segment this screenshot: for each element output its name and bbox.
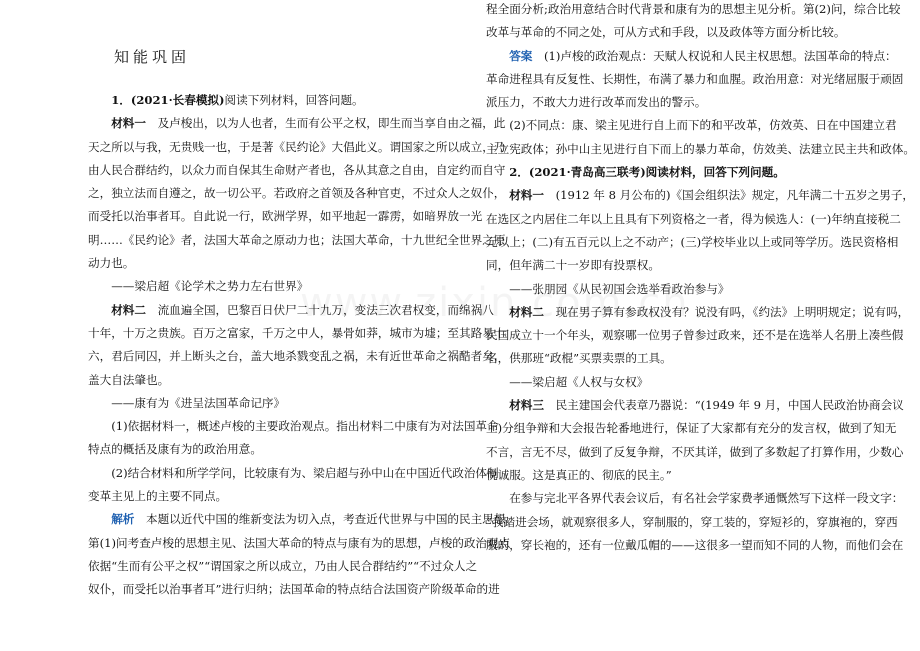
q2-material-1-line: 材料一 (1912 年 8 月公布的)《国会组织法》规定，凡年满二十五岁之男子， <box>509 188 915 203</box>
q2-material-3-line: 在参与完北平各界代表会议后，有名社会学家费孝通慨然写下这样一段文字： <box>509 491 904 506</box>
analysis-line: 程全面分析;政治用意结合时代背景和康有为的思想主见分析。第(2)问，综合比较 <box>486 2 901 16</box>
sub-question-2: 变革主见上的主要不同点。 <box>88 489 228 504</box>
material-1-line: 由人民合群结约，以众力而自保其生命财产者也，各从其意之自由，自定约而自守 <box>88 162 506 177</box>
material-2-line: 六，君后同囚，并上断头之台，盖大地杀戮变乱之祸，未有近世革命之祸酷者矣， <box>88 349 506 364</box>
analysis-line: 依据“生而有公平之权”“谓国家之所以成立，乃由人民合群结约”“不过众人之 <box>88 558 478 573</box>
analysis-line: 第(1)问考查卢梭的思想主见、法国大革命的特点与康有为的思想，卢梭的政治观点 <box>88 535 511 550</box>
material-2-line: 材料二 流血遍全国，巴黎百日伏尸二十九万，变法三次君权变，而绵祸八 <box>111 302 494 317</box>
answer-line: 主立宪政体；孙中山主见进行自下而上的暴力革命，仿效美、法建立民主共和政体。 <box>486 141 915 156</box>
answer-line: (2)不同点：康、梁主见进行自上而下的和平改革，仿效英、日在中国建立君 <box>509 118 897 133</box>
q2-material-2-line: 材料二 现在男子算有参政权没有？说没有吗，《约法》上明明规定；说有吗， <box>509 304 910 319</box>
sub-question-1: (1)依据材料一，概述卢梭的主要政治观点。指出材料二中康有为对法国革命 <box>111 419 499 434</box>
q2-material-3-line: 悦诚服。这是真正的、彻底的民主。” <box>486 467 672 482</box>
answer-line: 派压力，不敢大力进行改革而发出的警示。 <box>486 95 707 110</box>
question-1-header: 1．(2021·长春模拟)阅读下列材料，回答问题。 <box>111 93 364 107</box>
q2-material-2-line: 民国成立十一个年头，观察哪一位男子曾参过政来，还不是在选举人名册上凑些假 <box>486 328 904 343</box>
q2-material-3-line: 上)分组争辩和大会报告轮番地进行，保证了大家都有充分的发言权，做到了知无 <box>486 421 897 436</box>
analysis-line: 改革与革命的不同之处，可从方式和手段，以及政体等方面分析比较。 <box>486 25 846 40</box>
material-2-source: ——康有为《进呈法国革命记序》 <box>111 395 286 410</box>
q2-material-2-line: 名，供那班“政棍”买票卖票的工具。 <box>486 351 672 366</box>
analysis-line: 奴仆，而受托以治事者耳”进行归纳；法国革命的特点结合法国资产阶级革命的进 <box>88 582 500 597</box>
analysis-line: 解析 本题以近代中国的维新变法为切入点，考查近代世界与中国的民主思想。 <box>111 512 517 527</box>
q2-material-3-line: 不言，言无不尽，做到了反复争辩，不厌其详，做到了多数起了打算作用，少数心 <box>486 444 904 459</box>
material-1-source: ——梁启超《论学术之势力左右世界》 <box>111 279 309 294</box>
material-2-line: 盖大自法肇也。 <box>88 372 170 387</box>
material-1-line: 之，独立法而自遵之，故一切公平。若政府之首领及各种官吏，不过众人之奴仆， <box>88 186 506 201</box>
q2-material-1-source: ——张朋园《从民初国会选举看政治参与》 <box>509 281 730 296</box>
material-1-line: 动力也。 <box>88 256 135 271</box>
material-1-line: 而受托以治事者耳。自此说一行，欧洲学界，如平地起一霹雳，如暗界放一光 <box>88 209 483 224</box>
question-2-header: 2．(2021·青岛高三联考)阅读材料，回答下列问题。 <box>509 165 785 180</box>
q2-material-3-line: “我踏进会场，就观察很多人，穿制服的，穿工装的，穿短衫的，穿旗袍的，穿西 <box>486 514 898 529</box>
sub-question-2: (2)结合材料和所学学问，比较康有为、梁启超与孙中山在中国近代政治体制 <box>111 465 499 480</box>
answer-line: 革命进程具有反复性、长期性，布满了暴力和血腥。政治用意：对光绪屈服于顽固 <box>486 71 904 86</box>
material-1-line: 天之所以与我，无贵贱一也，于是著《民约论》大倡此义。谓国家之所以成立，乃 <box>88 139 506 154</box>
q2-material-2-source: ——梁启超《人权与女权》 <box>509 374 649 389</box>
answer-line: 答案 (1)卢梭的政治观点：天赋人权说和人民主权思想。法国革命的特点： <box>509 48 897 63</box>
material-2-line: 十年，十万之贵族。百万之富家，千万之中人，暴骨如莽，城市为墟；至其路易十 <box>88 325 506 340</box>
q2-material-3-line: 服的，穿长袍的，还有一位戴瓜帽的——这很多一望而知不同的人物，而他们会在 <box>486 537 904 552</box>
q2-material-1-line: 同，但年满二十一岁即有投票权。 <box>486 258 660 273</box>
q2-material-3-line: 材料三 民主建国会代表章乃器说：“(1949 年 9 月，中国人民政治协商会议 <box>509 398 904 413</box>
q2-material-1-line: 在选区之内居住二年以上且具有下列资格之一者，得为候选人：(一)年纳直接税二 <box>486 211 901 226</box>
material-1-line: 材料一 及卢梭出，以为人也者，生而有公平之权，即生而当享自由之福，此 <box>111 116 506 131</box>
section-title: 知能巩固 <box>114 48 191 66</box>
material-1-line: 明……《民约论》者，法国大革命之原动力也；法国大革命，十九世纪全世界之原 <box>88 232 506 247</box>
sub-question-1: 特点的概括及康有为的政治用意。 <box>88 442 262 457</box>
q2-material-1-line: 元以上；(二)有五百元以上之不动产；(三)学校毕业以上或同等学历。选民资格相 <box>486 234 899 249</box>
